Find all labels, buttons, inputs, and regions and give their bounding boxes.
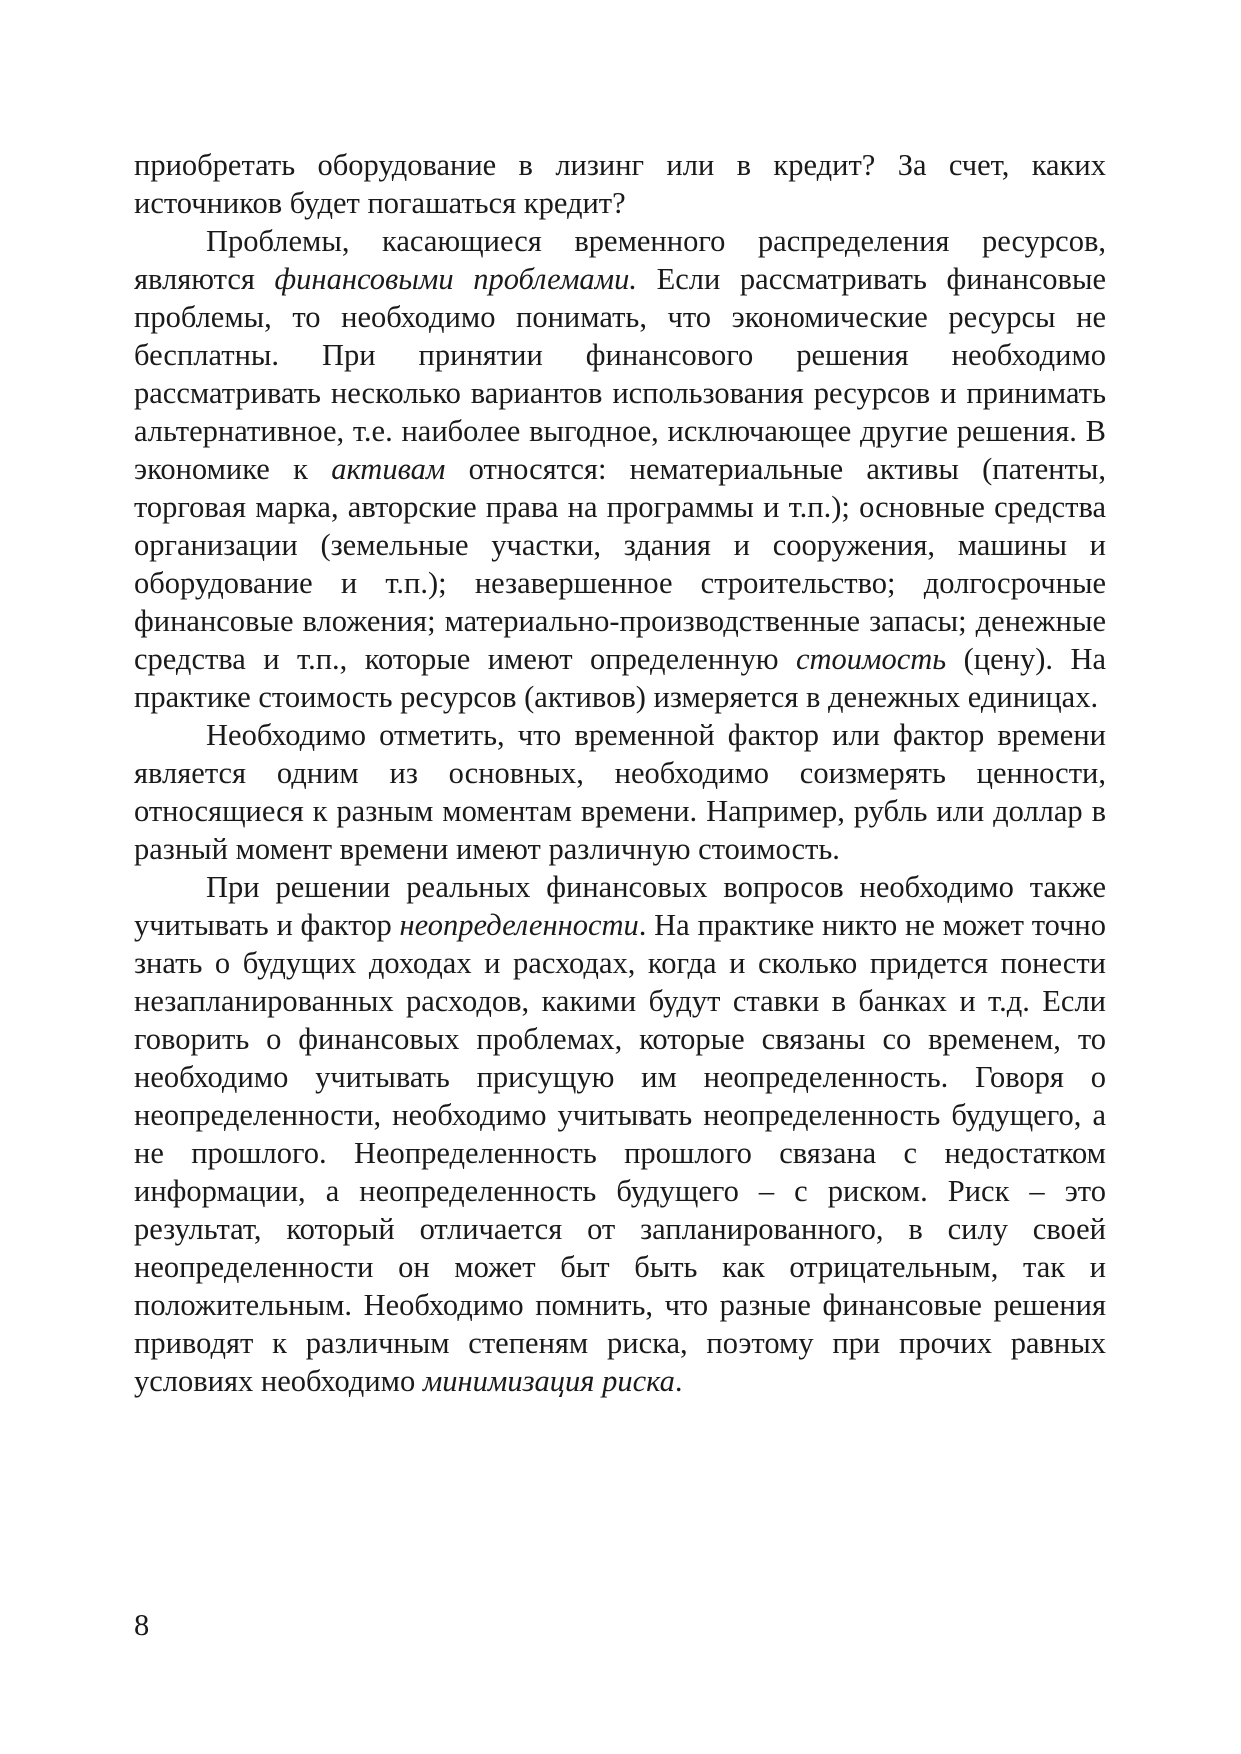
term-assets: активам: [331, 452, 446, 486]
page-number: 8: [134, 1608, 150, 1642]
term-uncertainty: неопределенности: [399, 908, 639, 942]
text-segment: .: [674, 1364, 683, 1398]
paragraph-uncertainty: [134, 868, 1106, 1400]
text-segment: . На практике никто не может точно знать о будущих доходах и расходах, когда и сколько придется понести незапланированных расходов, какими будут ставки в банках и т.д. Если говорить о финансовых проблемах, которые связаны со временем, то необходимо учитывать присущую им неопределенность. Говоря о неопределенности, необходимо учитывать неопределенность будущего, а не прошлого. Неопределенность прошлого связана с недостатком информации, а неопределенность будущего – с риском. Риск – это результат, который отличается от запланированного, в силу своей неопределенности он может быт быть как отрицательным, так и положительным. Необходимо помнить, что разные финансовые решения приводят к различным степеням риска, поэтому при прочих равных условиях необходимо: [134, 908, 1107, 1398]
term-risk-minimization: минимизация риска: [422, 1364, 675, 1398]
body-text: [134, 146, 1106, 1400]
text-segment: (цену). На практике стоимость ресурсов (активов) измеряется в денежных единицах.: [134, 642, 1107, 714]
text-segment: приобретать оборудование в лизинг или в кредит? За счет, каких источников будет погашаться кредит?: [134, 148, 1106, 220]
paragraph-continuation: [134, 146, 1106, 222]
text-segment: Проблемы, касающиеся временного распределения ресурсов, являются: [134, 224, 1106, 296]
text-segment: относятся: нематериальные активы (патенты, торговая марка, авторские права на программы и т.п.); основные средства организации (земельные участки, здания и сооружения, машины и оборудование и т.п.); незавершенное строительство; долгосрочные финансовые вложения; материально-производственные запасы; денежные средства и т.п., которые имеют определенную: [134, 452, 1107, 676]
term-value: стоимость: [795, 642, 947, 676]
text-segment: Необходимо отметить, что временной фактор или фактор времени является одним из основных, необходимо соизмерять ценности, относящиеся к разным моментам времени. Например, рубль или доллар в разный момент времени имеют различную стоимость.: [134, 718, 1106, 866]
text-segment: При решении реальных финансовых вопросов необходимо также учитывать и фактор: [134, 870, 1106, 942]
paragraph-time-factor: [134, 716, 1106, 868]
term-financial-problems: финансовыми проблемами.: [274, 262, 638, 296]
paragraph-financial-problems: [134, 222, 1106, 716]
text-segment: Если рассматривать финансовые проблемы, то необходимо понимать, что экономические ресурсы не бесплатны. При принятии финансового решения необходимо рассматривать несколько вариантов использования ресурсов и принимать альтернативное, т.е. наиболее выгодное, исключающее другие решения. В экономике к: [134, 262, 1106, 486]
